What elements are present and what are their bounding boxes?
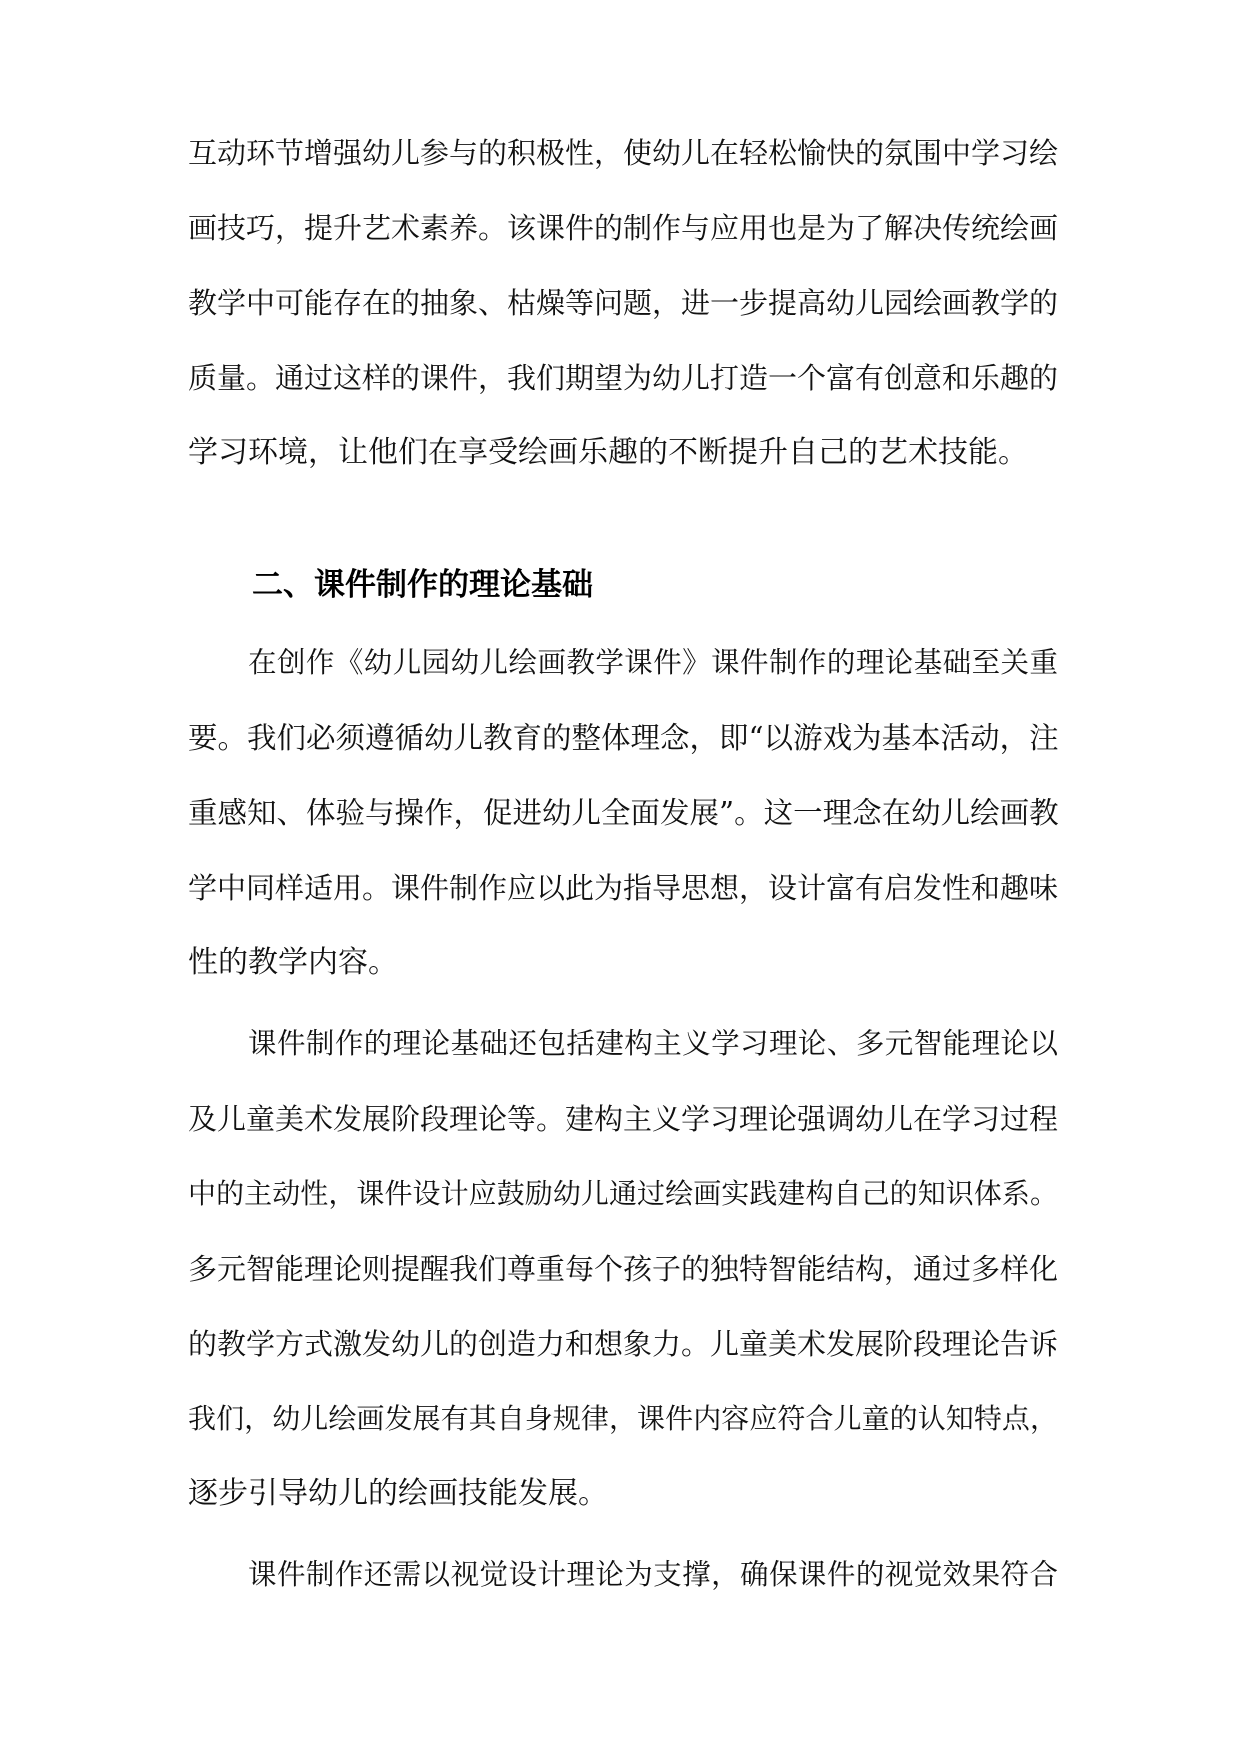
paragraph-1-line-5: 性的教学内容。 (188, 945, 398, 980)
paragraph-2-line-1: 课件制作的理论基础还包括建构主义学习理论、多元智能理论以 (248, 1027, 1058, 1060)
paragraph-2-line-3: 中的主动性，课件设计应鼓励幼儿通过绘画实践建构自己的知识体系。 (188, 1177, 1058, 1210)
intro-line-2: 画技巧，提升艺术素养。该课件的制作与应用也是为了解决传统绘画 (188, 211, 1059, 245)
intro-line-5: 学习环境，让他们在享受绘画乐趣的不断提升自己的艺术技能。 (188, 435, 1028, 470)
paragraph-2-line-6: 我们，幼儿绘画发展有其自身规律，课件内容应符合儿童的认知特点， (188, 1402, 1058, 1435)
intro-line-1: 互动环节增强幼儿参与的积极性，使幼儿在轻松愉快的氛围中学习绘 (188, 136, 1059, 170)
paragraph-1-line-1: 在创作《幼儿园幼儿绘画教学课件》课件制作的理论基础至关重 (248, 646, 1058, 679)
paragraph-3-line-1: 课件制作还需以视觉设计理论为支撑，确保课件的视觉效果符合 (248, 1558, 1058, 1591)
paragraph-2-line-5: 的教学方式激发幼儿的创造力和想象力。儿童美术发展阶段理论告诉 (188, 1327, 1059, 1361)
paragraph-2-line-7: 逐步引导幼儿的绘画技能发展。 (188, 1476, 608, 1511)
paragraph-2-line-4: 多元智能理论则提醒我们尊重每个孩子的独特智能结构，通过多样化 (188, 1252, 1059, 1286)
paragraph-1-line-2: 要。我们必须遵循幼儿教育的整体理念，即“以游戏为基本活动，注 (188, 721, 1059, 755)
paragraph-1-line-3: 重感知、体验与操作，促进幼儿全面发展”。这一理念在幼儿绘画教 (188, 796, 1059, 830)
intro-line-3: 教学中可能存在的抽象、枯燥等问题，进一步提高幼儿园绘画教学的 (188, 286, 1059, 320)
paragraph-2-line-2: 及儿童美术发展阶段理论等。建构主义学习理论强调幼儿在学习过程 (188, 1102, 1059, 1136)
intro-line-4: 质量。通过这样的课件，我们期望为幼儿打造一个富有创意和乐趣的 (188, 361, 1059, 395)
paragraph-1-line-4: 学中同样适用。课件制作应以此为指导思想，设计富有启发性和趣味 (188, 871, 1059, 905)
section-heading: 二、课件制作的理论基础 (252, 567, 593, 603)
